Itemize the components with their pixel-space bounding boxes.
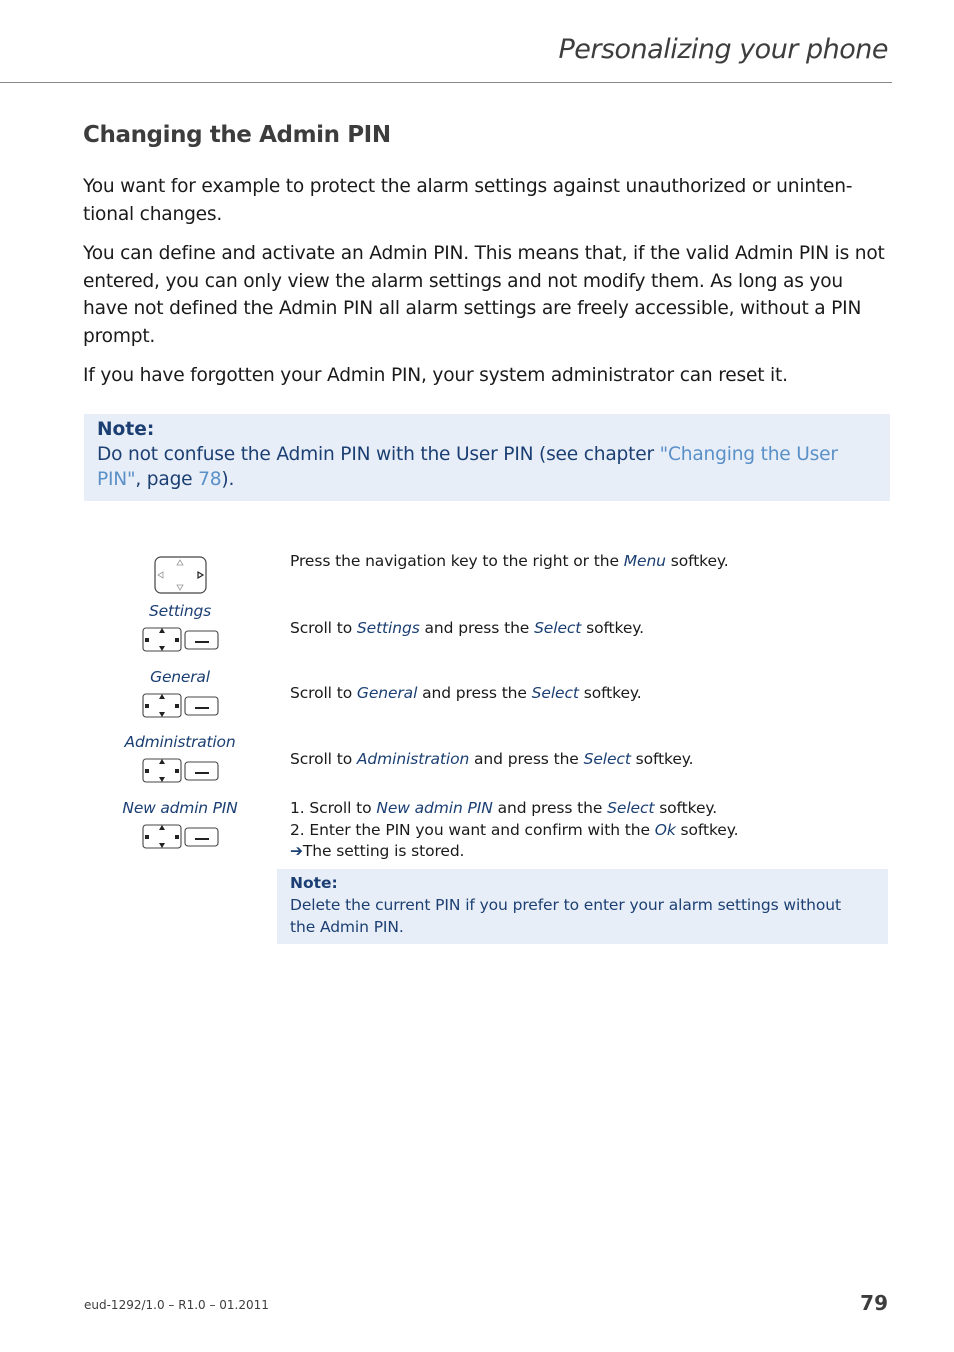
footer-doc-id: eud-1292/1.0 – R1.0 – 01.2011 <box>84 1298 269 1312</box>
step-0-text-a: Press the navigation key to the right or the <box>290 552 624 570</box>
list-number: 1. <box>290 799 305 817</box>
result-arrow-icon: ➔ <box>290 842 303 860</box>
scroll-to-text: Scroll to <box>290 750 357 768</box>
select-ref: Select <box>531 684 579 702</box>
paragraph-1-line-2: tional changes. <box>83 203 223 225</box>
paragraph-2: You can define and activate an Admin PIN. This means that, if the valid Admin PIN is not entered, you can only view the alarm settings and not modify them. As long as you have not defined the Admin PIN all alarm settings are freely accessible, without a PIN prompt. <box>83 243 885 347</box>
select-ref: Select <box>534 619 582 637</box>
select-ref: Select <box>583 750 631 768</box>
settings-ref: Settings <box>356 619 420 637</box>
left-label-administration: Administration <box>124 733 236 751</box>
menu-softkey-label: Menu <box>623 552 666 570</box>
softkey-text: softkey. <box>654 799 718 817</box>
step-4-item-1 <box>290 798 880 820</box>
paragraph-1-line-1: You want for example to protect the alarm settings against unauthorized or uninten- <box>83 176 853 197</box>
scroll-select-keys-icon <box>142 757 220 785</box>
scroll-to-text: Scroll to <box>309 799 377 817</box>
step-0-text-b: softkey. <box>665 552 729 570</box>
and-press-text: and press the <box>492 799 608 817</box>
left-label-new-admin-pin: New admin PIN <box>122 799 238 817</box>
scroll-to-text: Scroll to <box>290 684 357 702</box>
note-label: Note: <box>97 419 155 440</box>
administration-ref: Administration <box>356 750 470 768</box>
softkey-text: softkey. <box>581 619 644 637</box>
and-press-text: and press the <box>419 619 535 637</box>
new-admin-pin-ref: New admin PIN <box>376 799 493 817</box>
enter-pin-text: Enter the PIN you want and confirm with the <box>309 820 655 839</box>
footer-page-number: 79 <box>860 1291 888 1315</box>
note-box-2 <box>277 869 888 944</box>
step-1-text <box>290 618 880 640</box>
ok-ref: Ok <box>654 820 676 839</box>
note-2-label: Note: <box>290 874 338 892</box>
navigation-key-icon <box>154 556 207 594</box>
general-ref: General <box>356 684 418 702</box>
scroll-select-keys-icon <box>142 823 220 851</box>
left-label-general: General <box>150 668 210 686</box>
step-0-text <box>290 551 880 573</box>
paragraph-1 <box>83 173 893 228</box>
step-2-text <box>290 683 880 705</box>
step-4-item-2 <box>290 820 880 842</box>
and-press-text: and press the <box>417 684 532 702</box>
page-header-title: Personalizing your phone <box>558 34 888 65</box>
section-title: Changing the Admin PIN <box>83 122 391 148</box>
note-text-start: Do not confuse the Admin PIN with the User PIN (see chapter <box>97 444 660 465</box>
step-4-list <box>290 798 880 863</box>
note-box <box>84 414 890 501</box>
note-text-page: , page <box>135 469 199 490</box>
scroll-select-keys-icon <box>142 626 220 654</box>
softkey-text: softkey. <box>578 684 642 702</box>
and-press-text: and press the <box>469 750 584 768</box>
note-text <box>97 442 877 492</box>
scroll-to-text: Scroll to <box>290 619 357 637</box>
note-link-page[interactable]: 78 <box>198 469 222 490</box>
note-link-chapter[interactable]: "Changing the User PIN" <box>97 444 838 490</box>
paragraph-3: If you have forgotten your Admin PIN, your system administrator can reset it. <box>83 365 788 386</box>
scroll-select-keys-icon <box>142 692 220 720</box>
result-text: The setting is stored. <box>302 842 465 860</box>
select-ref: Select <box>607 799 655 817</box>
left-label-settings: Settings <box>149 602 211 620</box>
step-4-result <box>290 841 880 863</box>
note-2-text: Delete the current PIN if you prefer to enter your alarm settings without the Admin PIN. <box>290 896 841 936</box>
header-rule <box>0 82 892 83</box>
list-number: 2. <box>290 820 305 839</box>
softkey-text: softkey. <box>630 750 694 768</box>
note-text-end: ). <box>221 469 235 490</box>
softkey-text: softkey. <box>675 820 739 839</box>
step-3-text <box>290 749 880 771</box>
